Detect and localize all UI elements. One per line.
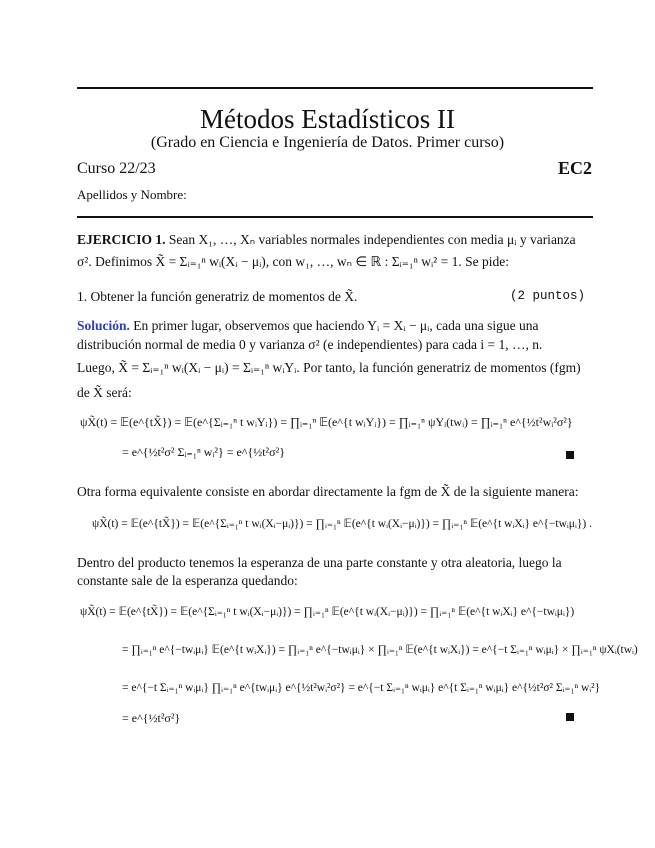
exercise-statement xyxy=(77,230,597,249)
equation-3-line-3: = e^{−t Σᵢ₌₁ⁿ wᵢμᵢ} ∏ᵢ₌₁ⁿ e^{twᵢμᵢ} e^{½t²wᵢ²σ²} = e^{−t Σᵢ₌₁ⁿ wᵢμᵢ} e^{t Σᵢ₌₁ⁿ wᵢμᵢ} e^{½t²σ² Σᵢ₌₁ⁿ wᵢ²} xyxy=(122,682,601,694)
course-label: Curso 22/23 xyxy=(77,160,156,177)
header-rule xyxy=(77,216,593,218)
page-title: Métodos Estadísticos II xyxy=(200,104,455,134)
solution-line-3: Luego, X̃ = Σᵢ₌₁ⁿ wᵢ(Xᵢ − μᵢ) = Σᵢ₌₁ⁿ wᵢYᵢ. Por tanto, la función generatriz de momentos (fgm) xyxy=(77,360,581,375)
equation-2: ψX̃(t) = 𝔼(e^{tX̃}) = 𝔼(e^{Σᵢ₌₁ⁿ t wᵢ(Xᵢ−μᵢ)}) = ∏ᵢ₌₁ⁿ 𝔼(e^{t wᵢ(Xᵢ−μᵢ)}) = ∏ᵢ₌₁ⁿ 𝔼(e^{t wᵢXᵢ} e^{−twᵢμᵢ}) . xyxy=(92,518,592,530)
equation-3-line-4: = e^{½t²σ²} xyxy=(122,711,181,725)
equation-3-line-1: ψX̃(t) = 𝔼(e^{tX̃}) = 𝔼(e^{Σᵢ₌₁ⁿ t wᵢ(Xᵢ−μᵢ)}) = ∏ᵢ₌₁ⁿ 𝔼(e^{t wᵢ(Xᵢ−μᵢ)}) = ∏ᵢ₌₁ⁿ 𝔼(e^{t wᵢXᵢ} e^{−twᵢμᵢ}) xyxy=(80,606,575,618)
equation-1-line-1: ψX̃(t) = 𝔼(e^{tX̃}) = 𝔼(e^{Σᵢ₌₁ⁿ t wᵢYᵢ}) = ∏ᵢ₌₁ⁿ 𝔼(e^{t wᵢYᵢ}) = ∏ᵢ₌₁ⁿ ψYᵢ(twᵢ) = ∏ᵢ₌₁ⁿ e^{½t²wᵢ²σ²} xyxy=(80,415,573,429)
name-label: Apellidos y Nombre: xyxy=(77,187,187,202)
page-subtitle: (Grado en Ciencia e Ingeniería de Datos. Primer curso) xyxy=(150,134,505,151)
qed-mark xyxy=(566,451,574,459)
solution-paragraph-3-line-1: Dentro del producto tenemos la esperanza de una parte constante y otra aleatoria, luego la xyxy=(77,555,562,570)
question-1-points: (2 puntos) xyxy=(510,289,586,303)
solution-paragraph-1 xyxy=(77,316,597,335)
exam-code: EC2 xyxy=(557,158,592,178)
solution-paragraph-2: Otra forma equivalente consiste en abordar directamente la fgm de X̃ de la siguiente manera: xyxy=(77,484,579,499)
statement-line-1: Sean X₁, …, Xₙ variables normales independientes con media μᵢ y varianza xyxy=(168,232,576,247)
solution-line-1: En primer lugar, observemos que haciendo Yᵢ = Xᵢ − μᵢ, cada una sigue una xyxy=(133,318,539,333)
question-1: 1. Obtener la función generatriz de momentos de X̃. xyxy=(77,289,358,304)
equation-1-line-2: = e^{½t²σ² Σᵢ₌₁ⁿ wᵢ²} = e^{½t²σ²} xyxy=(122,445,285,459)
solution-paragraph-3-line-2: constante sale de la esperanza quedando: xyxy=(77,573,298,588)
solution-label: Solución. xyxy=(77,318,130,333)
solution-line-4: de X̃ será: xyxy=(77,385,132,400)
top-rule xyxy=(77,87,593,89)
exercise-heading: EJERCICIO 1. xyxy=(77,232,166,247)
statement-line-2: σ². Definimos X̃ = Σᵢ₌₁ⁿ wᵢ(Xᵢ − μᵢ), con w₁, …, wₙ ∈ ℝ : Σᵢ₌₁ⁿ wᵢ² = 1. Se pide: xyxy=(77,254,509,269)
equation-3-line-2: = ∏ᵢ₌₁ⁿ e^{−twᵢμᵢ} 𝔼(e^{t wᵢXᵢ}) = ∏ᵢ₌₁ⁿ e^{−twᵢμᵢ} × ∏ᵢ₌₁ⁿ 𝔼(e^{t wᵢXᵢ}) = e^{−t Σᵢ₌₁ⁿ wᵢμᵢ} × ∏ᵢ₌₁ⁿ ψXᵢ(twᵢ) xyxy=(122,644,638,656)
solution-line-2: distribución normal de media 0 y varianza σ² (e independientes) para cada i = 1, …, n. xyxy=(77,337,543,352)
qed-mark xyxy=(566,713,574,721)
